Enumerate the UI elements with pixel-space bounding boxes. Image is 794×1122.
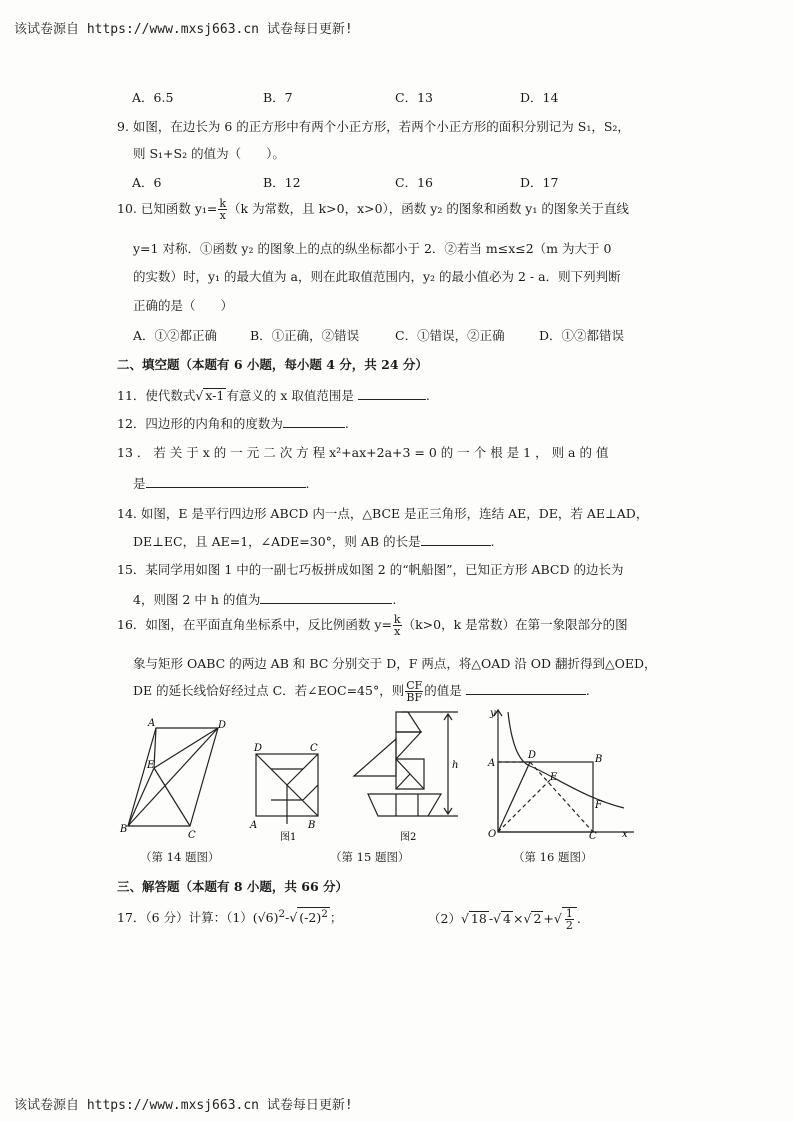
q11-answer-blank[interactable]	[358, 387, 426, 400]
figure-15	[246, 704, 466, 844]
q10-frac-den: x	[219, 209, 226, 222]
fig16-label-e: E	[550, 772, 558, 783]
fig15-label-c: C	[310, 743, 318, 754]
q16-fraction	[393, 614, 402, 637]
fig16-label-x: x	[622, 829, 628, 840]
page-header: 该试卷源自 https://www.mxsj663.cn 试卷每日更新!	[14, 22, 353, 37]
q9-option-b: B．12	[263, 175, 301, 190]
q16-text-d: 的值是	[424, 683, 462, 698]
q11-text-a: 11．使代数式	[117, 388, 196, 403]
fig16-caption: （第 16 题图）	[513, 850, 593, 864]
q16-line3: DE 的延长线恰好经过点 C．若∠EOC=45°，则 $\frac{CF}{BF}$ 的值是 .	[133, 679, 590, 704]
q12-answer-blank[interactable]	[283, 415, 345, 428]
q15-text: 4，则图 2 中 h 的值为	[133, 592, 261, 607]
fig16-curve	[508, 712, 624, 808]
q9-line1: 9. 如图，在边长为 6 的正方形中有两个小正方形，若两个小正方形的面积分别记为 S₁，S₂，	[117, 119, 630, 134]
fig15-caption: （第 15 题图）	[330, 850, 410, 864]
fig16-rectangle	[498, 762, 593, 832]
q10-text-a: 10. 已知函数 y₁=	[117, 201, 218, 216]
q17-p2-frac-num: 1	[565, 907, 573, 920]
q17-p2-rad2: 4	[503, 911, 511, 926]
q10-frac-num: k	[219, 197, 227, 210]
q17-part2: （2）√ 18 -√ 4 ×√ 2 +√ $\frac{1}{2}$ .	[428, 907, 581, 932]
q16-text-b: （k>0，k 是常数）在第一象限部分的图	[402, 617, 628, 632]
figure-16	[484, 706, 644, 840]
fig15-label-b: B	[308, 820, 316, 831]
q16-fraction2	[405, 680, 423, 703]
q11: 11．使代数式√ x-1 有意义的 x 取值范围是 .	[117, 388, 430, 403]
q17-p2-minus: -	[488, 911, 494, 926]
q10-option-a: A．①②都正确	[133, 328, 218, 343]
q10-text-b: （k 为常数，且 k>0，x>0），函数 y₂ 的图象和函数 y₁ 的图象关于直线	[228, 201, 629, 216]
q10-line1	[117, 198, 629, 221]
q13-line2: 是 .	[133, 476, 310, 491]
q12-text: 12．四边形的内角和的度数为	[117, 416, 283, 431]
q16-frac2-num: CF	[406, 679, 423, 692]
fig15-label-a: A	[250, 820, 258, 831]
section2-heading: 二、填空题（本题有 6 小题，每小题 4 分，共 24 分）	[117, 357, 428, 372]
fig14-label-d: D	[218, 720, 227, 731]
fig14-caption: （第 14 题图）	[140, 850, 220, 864]
q16-line1	[117, 614, 628, 637]
fig15-label-h: h	[452, 760, 459, 771]
fig14-label-a: A	[148, 718, 156, 729]
q16-frac2-den: BF	[406, 691, 423, 704]
q14-text: DE⊥EC，且 AE=1，∠ADE=30°，则 AB 的长是	[133, 534, 421, 549]
q14-answer-blank[interactable]	[421, 533, 491, 546]
q17-p2-rad3: 2	[533, 911, 542, 926]
q14-line2: DE⊥EC，且 AE=1，∠ADE=30°，则 AB 的长是 .	[133, 534, 495, 549]
fig16-label-b: B	[595, 754, 603, 765]
q10-fraction	[218, 198, 227, 221]
fig16-label-f: F	[595, 800, 602, 811]
q8-option-d: D．14	[520, 90, 559, 105]
fig16-label-d: D	[528, 750, 537, 761]
fig14-label-c: C	[188, 830, 196, 841]
q17-p2-plus: +	[543, 911, 554, 926]
q10-line3: 的实数）时，y₁ 的最大值为 a，则在此取值范围内，y₂ 的最小值必为 2 - a．则下列判断	[133, 269, 621, 284]
q17-p2-rad4	[562, 907, 577, 931]
q9-option-d: D．17	[520, 175, 559, 190]
q15-answer-blank[interactable]	[260, 591, 392, 604]
q15-line2: 4，则图 2 中 h 的值为 .	[133, 592, 397, 607]
q17-p2-frac-den: 2	[565, 919, 573, 932]
q16-answer-blank[interactable]	[466, 682, 586, 695]
fig15-label-fig2: 图2	[400, 832, 417, 843]
fig16-label-o: O	[488, 829, 497, 840]
q11-radicand: x-1	[205, 388, 225, 403]
q9-option-c: C．16	[395, 175, 433, 190]
fig15-label-d: D	[254, 743, 263, 754]
q13-line1: 13 ． 若 关 于 x 的 一 元 二 次 方 程 x²+ax+2a+3 = 0 的 一 个 根 是 1 ， 则 a 的 值	[117, 445, 609, 460]
q16-text-c: DE 的延长线恰好经过点 C．若∠EOC=45°，则	[133, 683, 405, 698]
q10-option-c: C．①错误，②正确	[395, 328, 505, 343]
q17-p1-radicand	[297, 907, 330, 924]
q16-text-a: 16．如图，在平面直角坐标系中，反比例函数 y=	[117, 617, 392, 632]
q13-answer-blank[interactable]	[146, 475, 306, 488]
q17-part1: 17．（6 分）计算：$(1)(√6)^2-√$ $(-2)^2$ ；	[117, 908, 343, 926]
q17-p1-exp: 2	[278, 908, 286, 920]
q17-p2-end: .	[576, 911, 581, 926]
q17-p1-end: ；	[329, 910, 343, 926]
page-footer: 该试卷源自 https://www.mxsj663.cn 试卷每日更新!	[14, 1098, 353, 1113]
q8-option-c: C．13	[395, 90, 433, 105]
fig16-label-a: A	[488, 758, 496, 769]
figure-14	[118, 716, 238, 841]
q13-text: 是	[133, 476, 146, 491]
q10-line4: 正确的是（ ）	[133, 298, 234, 313]
q8-option-b: B．7	[263, 90, 293, 105]
section3-heading: 三、解答题（本题有 8 小题，共 66 分）	[117, 879, 349, 894]
q17-p2-fraction	[565, 908, 574, 931]
q8-option-a: A．6.5	[132, 90, 174, 105]
q9-option-a: A．6	[132, 175, 162, 190]
fig14-label-b: B	[120, 824, 128, 835]
q17-p1-base: (√6)	[252, 910, 279, 926]
fig16-label-c: C	[589, 831, 597, 840]
q14-line1: 14. 如图，E 是平行四边形 ABCD 内一点，△BCE 是正三角形，连结 AE，DE，若 AE⊥AD，	[117, 506, 649, 521]
q10-line2: y=1 对称．①函数 y₂ 的图象上的点的纵坐标都小于 2．②若当 m≤x≤2（m 为大于 0	[133, 241, 612, 256]
q10-option-d: D．①②都错误	[539, 328, 625, 343]
q17-p1-minus: -	[285, 910, 290, 926]
fig16-label-y: y	[490, 708, 496, 719]
q17-text: 17．（6 分）计算：（1）	[117, 910, 253, 926]
q12: 12．四边形的内角和的度数为 .	[117, 416, 349, 431]
fig15-label-fig1: 图1	[280, 832, 297, 843]
fig14-label-e: E	[147, 760, 155, 771]
q17-p1-rad-exp: 2	[321, 908, 328, 920]
q11-text-b: 有意义的 x 取值范围是	[226, 388, 354, 403]
q9-line2: 则 S₁+S₂ 的值为（ ）。	[133, 146, 285, 161]
q10-option-b: B．①正确，②错误	[250, 328, 360, 343]
q16-frac-den: x	[394, 625, 401, 638]
q16-line2: 象与矩形 OABC 的两边 AB 和 BC 分别交于 D，F 两点，将△OAD 沿 OD 翻折得到△OED，	[133, 656, 657, 671]
q17-p2-label: （2）	[428, 911, 461, 926]
q17-p2-times: ×	[512, 911, 524, 926]
q17-p1-rad-value: (-2)	[299, 910, 322, 926]
q15-line1: 15．某同学用如图 1 中的一副七巧板拼成如图 2 的“帆船图”，已知正方形 ABCD 的边长为	[117, 562, 624, 577]
q17-p2-rad1: 18	[470, 911, 487, 926]
q16-frac-num: k	[393, 613, 401, 626]
